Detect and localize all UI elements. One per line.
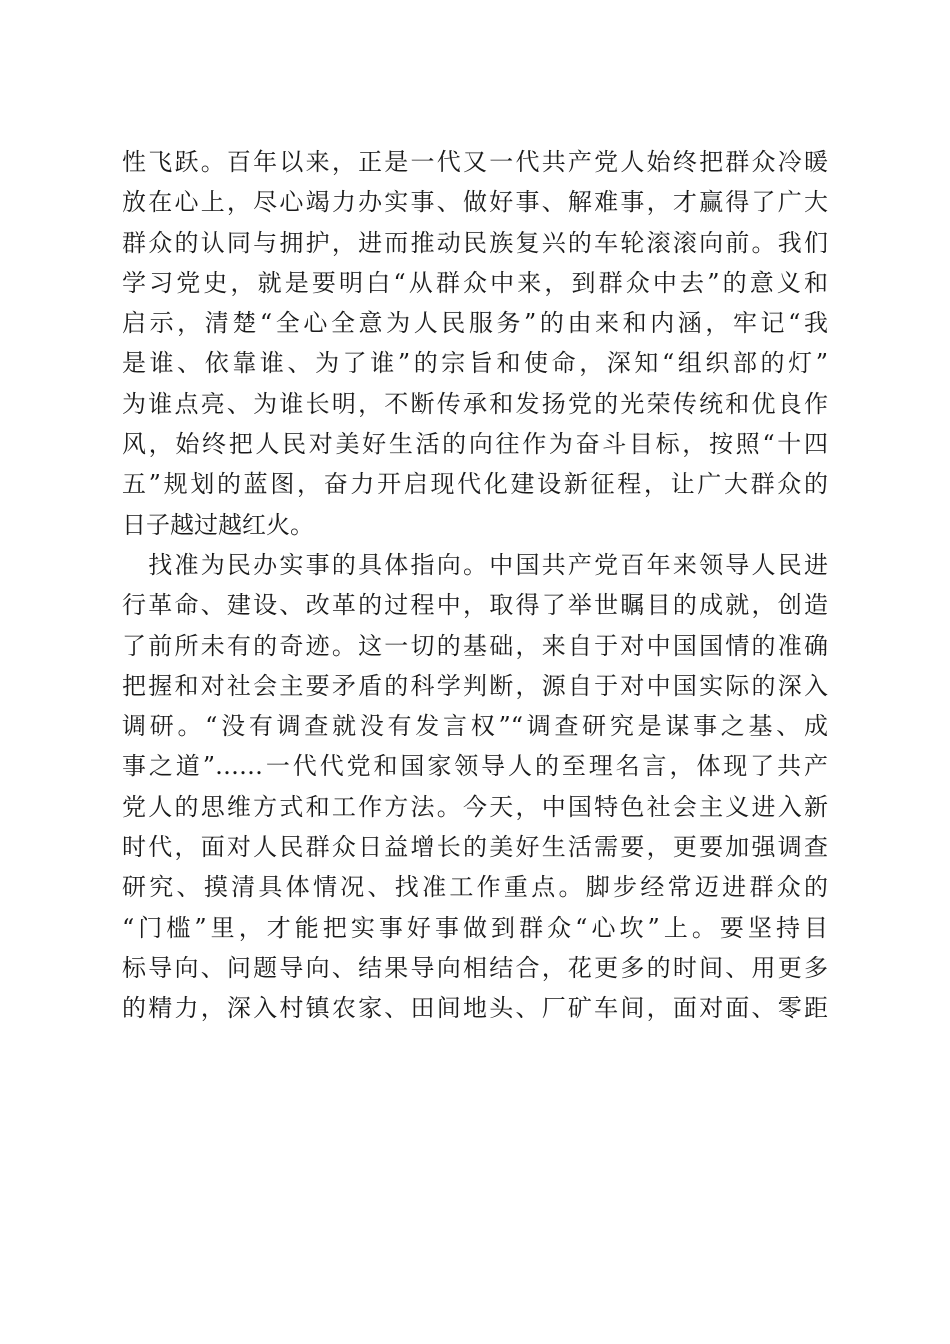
text-line: 了前所未有的奇迹。这一切的基础，来自于对中国国情的准确 xyxy=(122,631,828,660)
paragraph-2 xyxy=(122,545,828,1029)
text-line: 找准为民办实事的具体指向。中国共产党百年来领导人民进 xyxy=(122,550,828,579)
text-line: 为谁点亮、为谁长明，不断传承和发扬党的光荣传统和优良作 xyxy=(122,389,828,418)
text-line: 研究、摸清具体情况、找准工作重点。脚步经常迈进群众的 xyxy=(122,873,828,902)
text-line: 的精力，深入村镇农家、田间地头、厂矿车间，面对面、零距 xyxy=(122,994,828,1023)
text-line: 是谁、依靠谁、为了谁”的宗旨和使命，深知“组织部的灯” xyxy=(122,349,828,378)
text-line: 党人的思维方式和工作方法。今天，中国特色社会主义进入新 xyxy=(122,792,828,821)
paragraph-1 xyxy=(122,142,828,545)
text-line: 风，始终把人民对美好生活的向往作为奋斗目标，按照“十四 xyxy=(122,430,828,459)
text-line: 事之道”……一代代党和国家领导人的至理名言，体现了共产 xyxy=(122,752,828,781)
text-line: 放在心上，尽心竭力办实事、做好事、解难事，才赢得了广大 xyxy=(122,188,828,217)
text-line: 时代，面对人民群众日益增长的美好生活需要，更要加强调查 xyxy=(122,833,828,862)
text-line: 群众的认同与拥护，进而推动民族复兴的车轮滚滚向前。我们 xyxy=(122,228,828,257)
text-line: 五”规划的蓝图，奋力开启现代化建设新征程，让广大群众的 xyxy=(122,470,828,499)
text-line: 启示，清楚“全心全意为人民服务”的由来和内涵，牢记“我 xyxy=(122,309,828,338)
text-line: 行革命、建设、改革的过程中，取得了举世瞩目的成就，创造 xyxy=(122,591,828,620)
text-line: 调研。“没有调查就没有发言权”“调查研究是谋事之基、成 xyxy=(122,712,828,741)
text-line: 日子越过越红火。 xyxy=(122,510,314,539)
document-body xyxy=(122,142,828,1029)
text-line: 标导向、问题导向、结果导向相结合，花更多的时间、用更多 xyxy=(122,953,828,982)
text-line: 把握和对社会主要矛盾的科学判断，源自于对中国实际的深入 xyxy=(122,671,828,700)
text-line: 性飞跃。百年以来，正是一代又一代共产党人始终把群众冷暖 xyxy=(122,148,828,176)
text-line: 学习党史，就是要明白“从群众中来，到群众中去”的意义和 xyxy=(122,268,828,297)
text-line: “门槛”里，才能把实事好事做到群众“心坎”上。要坚持目 xyxy=(122,913,828,942)
